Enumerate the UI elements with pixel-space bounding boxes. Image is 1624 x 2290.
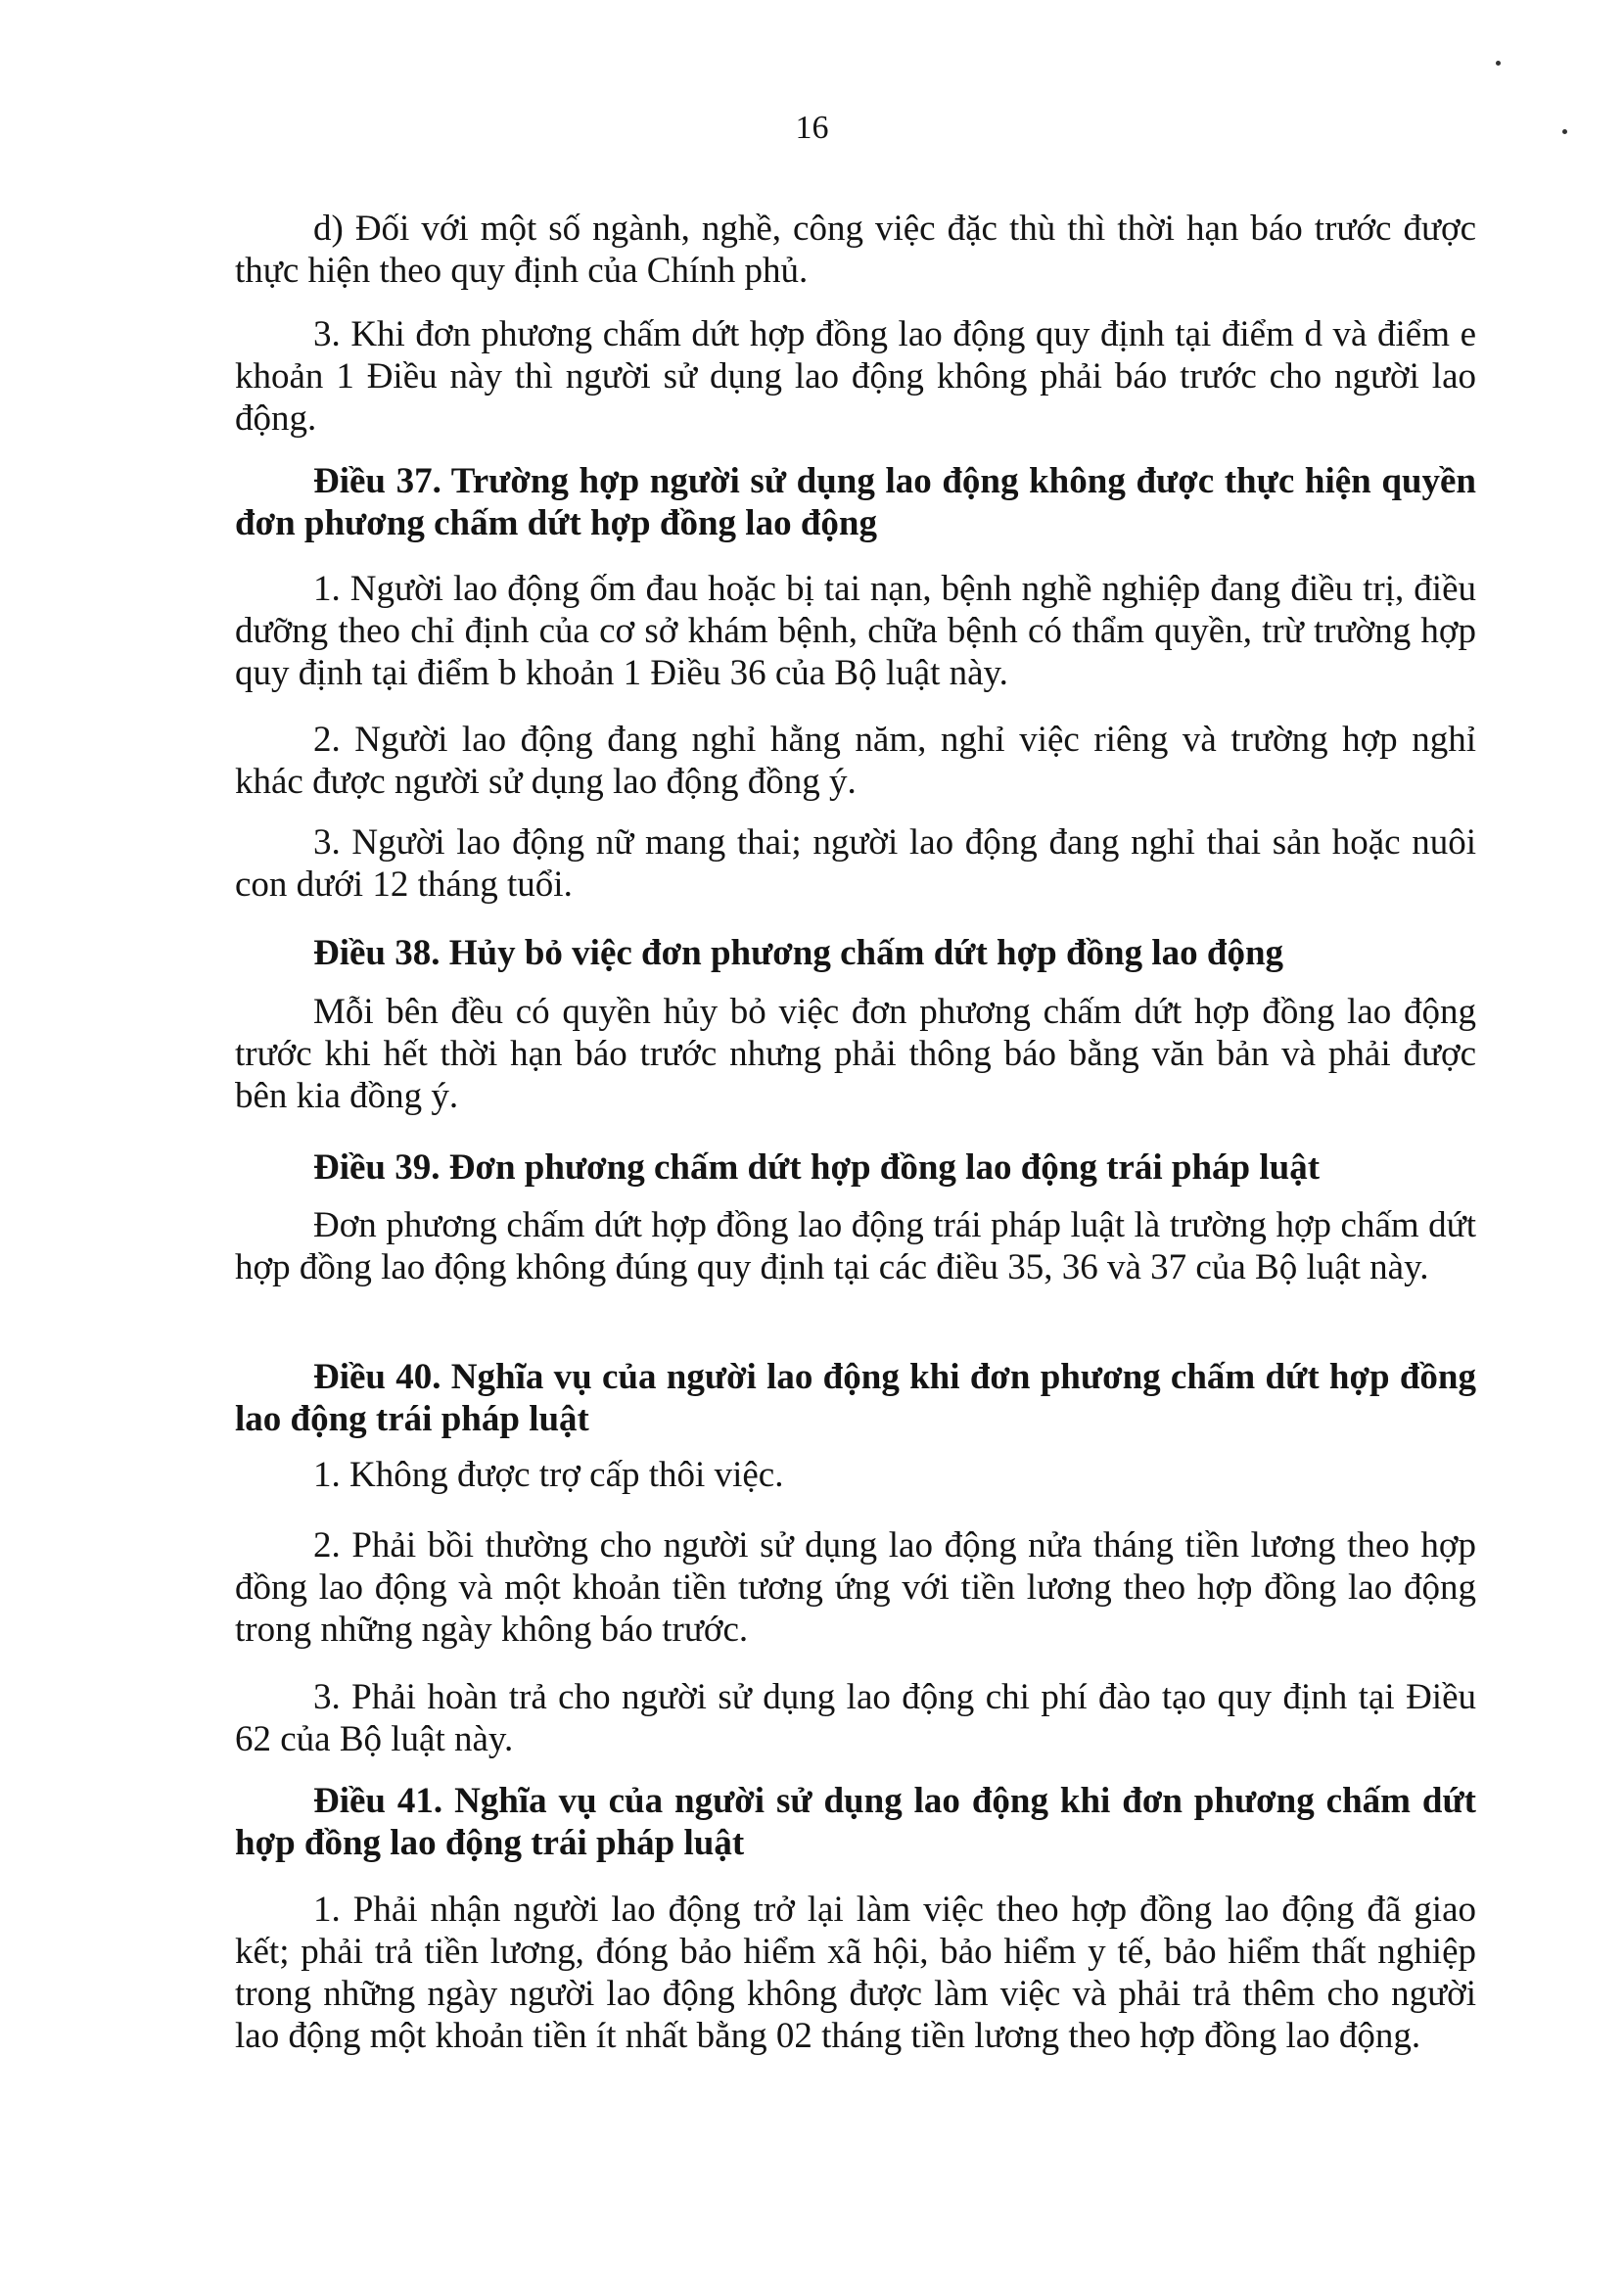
article-heading-37: Điều 37. Trường hợp người sử dụng lao động không được thực hiện quyền đơn phương chấm dứt hợp đồng lao động — [235, 461, 1476, 543]
article-heading-41: Điều 41. Nghĩa vụ của người sử dụng lao động khi đơn phương chấm dứt hợp đồng lao động trái pháp luật — [235, 1781, 1476, 1863]
scan-speck — [1496, 61, 1501, 66]
page-number: 16 — [795, 110, 829, 146]
paragraph: 2. Phải bồi thường cho người sử dụng lao động nửa tháng tiền lương theo hợp đồng lao động và một khoản tiền tương ứng với tiền lương theo hợp đồng lao động trong những ngày không báo trước. — [235, 1525, 1476, 1650]
paragraph: d) Đối với một số ngành, nghề, công việc đặc thù thì thời hạn báo trước được thực hiện theo quy định của Chính phủ. — [235, 209, 1476, 291]
paragraph: 1. Phải nhận người lao động trở lại làm việc theo hợp đồng lao động đã giao kết; phải trả tiền lương, đóng bảo hiểm xã hội, bảo hiểm y tế, bảo hiểm thất nghiệp trong những ngày người lao động không được làm việc và phải trả thêm cho người lao động một khoản tiền ít nhất bằng 02 tháng tiền lương theo hợp đồng lao động. — [235, 1890, 1476, 2056]
paragraph: Mỗi bên đều có quyền hủy bỏ việc đơn phương chấm dứt hợp đồng lao động trước khi hết thời hạn báo trước nhưng phải thông báo bằng văn bản và phải được bên kia đồng ý. — [235, 992, 1476, 1116]
paragraph: 3. Phải hoàn trả cho người sử dụng lao động chi phí đào tạo quy định tại Điều 62 của Bộ luật này. — [235, 1677, 1476, 1759]
paragraph: 1. Không được trợ cấp thôi việc. — [313, 1455, 784, 1495]
paragraph: 2. Người lao động đang nghỉ hằng năm, nghỉ việc riêng và trường hợp nghỉ khác được người sử dụng lao động đồng ý. — [235, 720, 1476, 802]
scan-speck — [1562, 129, 1567, 134]
paragraph: 3. Khi đơn phương chấm dứt hợp đồng lao động quy định tại điểm d và điểm e khoản 1 Điều này thì người sử dụng lao động không phải báo trước cho người lao động. — [235, 314, 1476, 439]
paragraph: 1. Người lao động ốm đau hoặc bị tai nạn, bệnh nghề nghiệp đang điều trị, điều dưỡng theo chỉ định của cơ sở khám bệnh, chữa bệnh có thẩm quyền, trừ trường hợp quy định tại điểm b khoản 1 Điều 36 của Bộ luật này. — [235, 569, 1476, 693]
paragraph: 3. Người lao động nữ mang thai; người lao động đang nghỉ thai sản hoặc nuôi con dưới 12 tháng tuổi. — [235, 822, 1476, 905]
paragraph: Đơn phương chấm dứt hợp đồng lao động trái pháp luật là trường hợp chấm dứt hợp đồng lao động không đúng quy định tại các điều 35, 36 và 37 của Bộ luật này. — [235, 1205, 1476, 1287]
article-heading-39: Điều 39. Đơn phương chấm dứt hợp đồng lao động trái pháp luật — [313, 1147, 1321, 1188]
article-heading-40: Điều 40. Nghĩa vụ của người lao động khi đơn phương chấm dứt hợp đồng lao động trái pháp luật — [235, 1357, 1476, 1439]
article-heading-38: Điều 38. Hủy bỏ việc đơn phương chấm dứt hợp đồng lao động — [313, 933, 1284, 973]
